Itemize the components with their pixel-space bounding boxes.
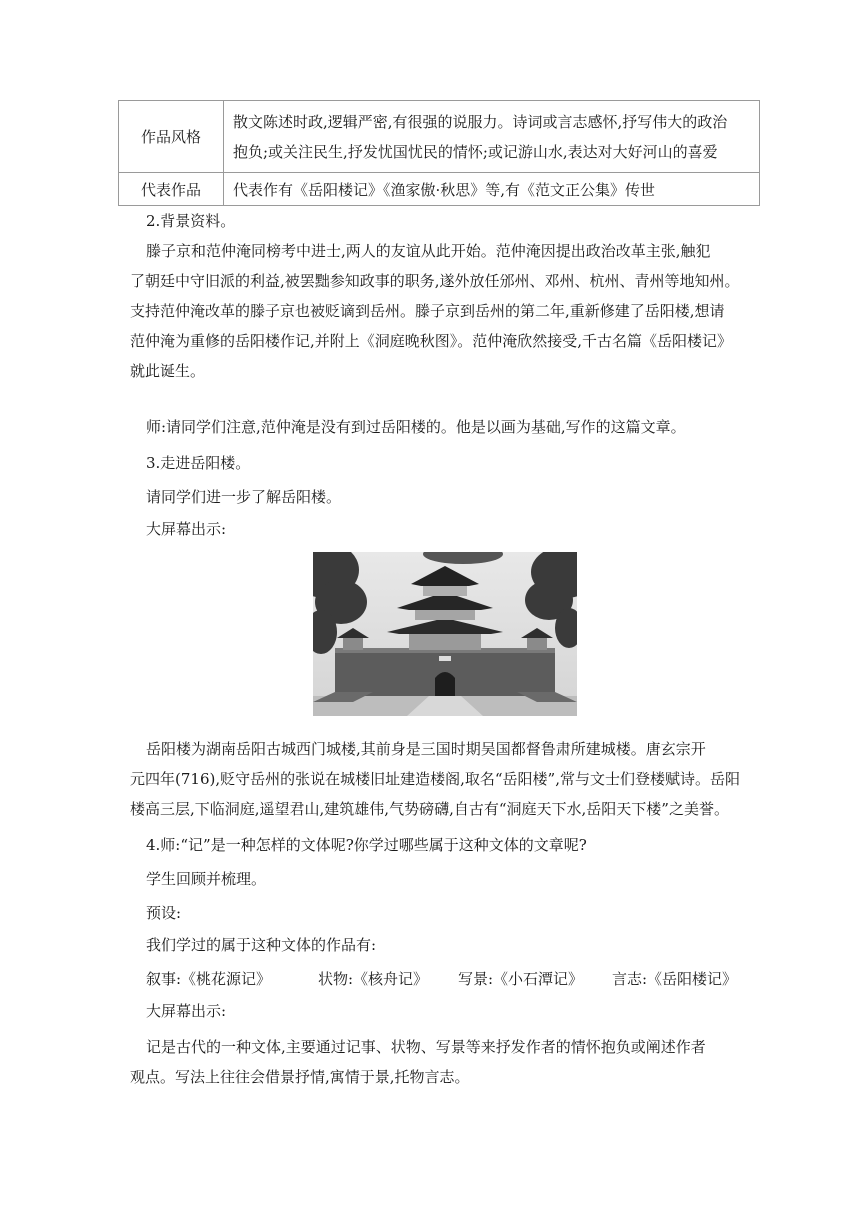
work-item: 叙事:《桃花源记》: [146, 970, 272, 988]
work-item: 言志:《岳阳楼记》: [612, 970, 738, 988]
paragraph-line: 元四年(716),贬守岳州的张说在城楼旧址建造楼阁,取名“岳阳楼”,常与文士们登楼赋诗。岳阳: [130, 770, 740, 788]
preset-label: 预设:: [146, 904, 182, 922]
yueyang-paragraph: [130, 734, 740, 824]
ji-definition-paragraph: [130, 1032, 740, 1092]
works-intro: 我们学过的属于这种文体的作品有:: [146, 936, 377, 954]
screen-label: 大屏幕出示:: [146, 520, 227, 538]
paragraph-line: 就此诞生。: [130, 362, 206, 380]
paragraph-line: 岳阳楼为湖南岳阳古城西门城楼,其前身是三国时期吴国都督鲁肃所建城楼。唐玄宗开: [146, 740, 706, 758]
table-header-cell: 代表作品: [119, 173, 224, 206]
author-info-table: [118, 100, 760, 206]
student-activity: 学生回顾并梳理。: [146, 870, 267, 888]
background-paragraph: [130, 236, 740, 386]
paragraph-line: 观点。写法上往往会借景抒情,寓情于景,托物言志。: [130, 1068, 470, 1086]
paragraph-line: 记是古代的一种文体,主要通过记事、状物、写景等来抒发作者的情怀抱负或阐述作者: [146, 1038, 706, 1056]
paragraph-line: 楼高三层,下临洞庭,遥望君山,建筑雄伟,气势磅礴,自古有“洞庭天下水,岳阳天下楼”之美誉。: [130, 800, 729, 818]
paragraph-line: 范仲淹为重修的岳阳楼作记,并附上《洞庭晚秋图》。范仲淹欣然接受,千古名篇《岳阳楼记》: [130, 332, 733, 350]
section-heading: 3.走进岳阳楼。: [146, 454, 251, 472]
work-item: 状物:《核舟记》: [318, 970, 429, 988]
table-cell-line: 代表作有《岳阳楼记》《渔家傲·秋思》等,有《范文正公集》传世: [233, 180, 656, 199]
table-cell-line: 散文陈述时政,逻辑严密,有很强的说服力。诗词或言志感怀,抒写伟大的政治: [233, 112, 728, 131]
yueyang-tower-photo: [313, 552, 577, 716]
screen-label: 大屏幕出示:: [146, 1002, 227, 1020]
work-item: 写景:《小石潭记》: [458, 970, 584, 988]
paragraph-line: 了朝廷中守旧派的利益,被罢黜参知政事的职务,遂外放任邠州、邓州、杭州、青州等地知州。: [130, 272, 740, 290]
table-cell-line: 抱负;或关注民生,抒发忧国忧民的情怀;或记游山水,表达对大好河山的喜爱: [233, 142, 718, 161]
paragraph-line: 滕子京和范仲淹同榜考中进士,两人的友谊从此开始。范仲淹因提出政治改革主张,触犯: [146, 242, 711, 260]
table-content-cell: [224, 173, 760, 206]
section-question: 4.师:“记”是一种怎样的文体呢?你学过哪些属于这种文体的文章呢?: [146, 836, 587, 854]
table-row: [119, 101, 760, 173]
section-intro: 请同学们进一步了解岳阳楼。: [146, 488, 342, 506]
table-row: [119, 173, 760, 206]
paragraph-line: 支持范仲淹改革的滕子京也被贬谪到岳州。滕子京到岳州的第二年,重新修建了岳阳楼,想请: [130, 302, 725, 320]
table-header-cell: 作品风格: [119, 101, 224, 173]
table-content-cell: [224, 101, 760, 173]
section-heading: 2.背景资料。: [146, 212, 236, 230]
teacher-note: 师:请同学们注意,范仲淹是没有到过岳阳楼的。他是以画为基础,写作的这篇文章。: [146, 418, 686, 436]
